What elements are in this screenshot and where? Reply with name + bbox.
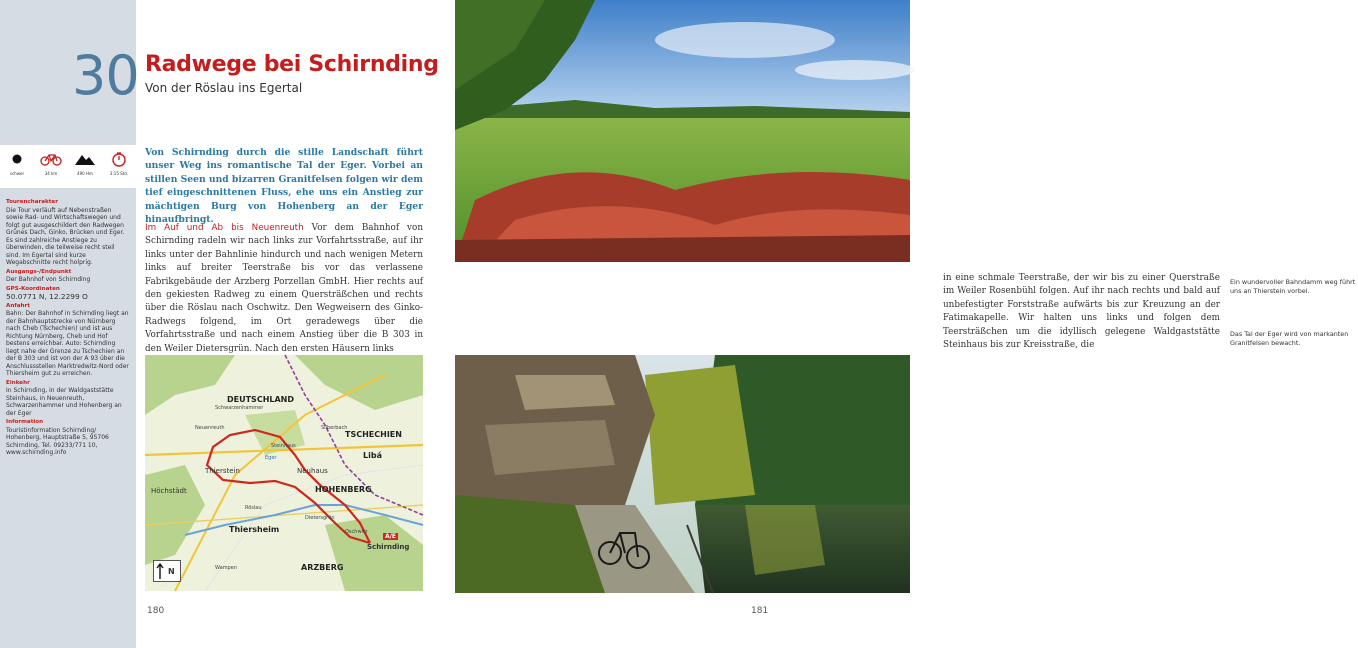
body-paragraph bbox=[145, 222, 423, 356]
bicycle-icon bbox=[34, 145, 68, 171]
elevation-stat: 490 Hm bbox=[68, 145, 102, 188]
left-page bbox=[0, 0, 455, 648]
gps-text: 50.0771 N, 12.2299 O bbox=[6, 292, 88, 301]
map-label-liba: Libá bbox=[363, 451, 382, 460]
arrival-text: Bahn: Der Bahnhof in Schirnding liegt an der Bahnhauptstrecke von Nürnberg nach Cheb (Tschechien) und ist aus Richtung Nürnberg, Cheb und Hof bestens erreichbar. Auto: Schirnding liegt nahe der Grenze zu Tschechien an der B 303 und ist von der A 93 über die Anschlussstellen Marktredwitz-Nord oder Thiersheim gut zu erreichen. bbox=[6, 310, 129, 377]
north-arrow-icon bbox=[153, 560, 181, 582]
map-label-oschwitz: Oschwitz bbox=[345, 529, 368, 535]
route-start-badge: A/E bbox=[385, 533, 396, 540]
map-label-arzberg: ARZBERG bbox=[301, 563, 344, 572]
map-label-silberbach: Silberbach bbox=[321, 425, 348, 431]
valley-photo bbox=[455, 355, 910, 593]
refreshment-heading: Einkehr bbox=[6, 379, 30, 386]
page-number-left: 180 bbox=[147, 606, 165, 616]
map-label-neuhaus: Neuhaus bbox=[297, 467, 328, 475]
refreshment-text: In Schirnding, in der Waldgaststätte Steinhaus, in Neuenreuth, Schwarzenhammer und Hohenberg an der Eger bbox=[6, 387, 122, 417]
route-map bbox=[145, 355, 423, 591]
map-label-roeslau: Röslau bbox=[245, 505, 262, 511]
intro-paragraph: Von Schirnding durch die stille Landschaft führt unser Weg ins romantische Tal der Eger. Vorbei an stillen Seen und bizarren Granitfelsen folgen wir dem tief eingeschnittenen Fluss, ehe uns ein Anstieg zur mächtigen Burg von Hohenberg an der Eger hinaufbringt. bbox=[145, 147, 423, 226]
right-page bbox=[455, 0, 1356, 648]
page-title: Radwege bei Schirnding bbox=[145, 52, 439, 77]
map-label-czechia: TSCHECHIEN bbox=[345, 430, 402, 439]
body-paragraph-continued: in eine schmale Teerstraße, der wir bis zu einer Querstraße im Weiler Rosenbühl folgen. Auf ihr nach rechts und bald auf unbefestigter Forststraße aufwärts bis zur Kreuzung an der Fatimakapelle. Wir halten uns links und folgen dem Teersträßchen um die idyllisch gelegene Waldgaststätte Steinhaus bis zur Kreisstraße, die bbox=[943, 273, 1220, 351]
distance-stat: 34 km bbox=[34, 145, 68, 188]
page-number-right: 181 bbox=[751, 606, 769, 616]
north-label: N bbox=[168, 567, 175, 576]
tour-character-text: Die Tour verläuft auf Nebenstraßen sowie Rad- und Wirtschaftswegen und folgt gut ausgeschildert den Radwegen Grünes Dach, Ginko, Brücken und Eger. Es sind zahlreiche Anstiege zu überwinden, die teilweise recht steil sind. Im Egertal sind kurze Wegabschnitte recht holprig. bbox=[6, 206, 125, 266]
photo-caption-1: Ein wundervoller Bahndamm weg führt uns an Thierstein vorbei. bbox=[1230, 278, 1356, 295]
tour-stats-box bbox=[0, 145, 136, 188]
arrival-heading: Anfahrt bbox=[6, 302, 30, 309]
map-label-steinhaus: Steinhaus bbox=[271, 443, 296, 449]
map-label-hoechstaedt: Höchstädt bbox=[151, 487, 187, 495]
chapter-number: 30 bbox=[72, 44, 139, 107]
body-text: Vor dem Bahnhof von Schirnding radeln wir nach links zur Vorfahrtsstraße, auf ihr links unter der Bahnlinie hindurch und nach wenigen Metern links auf breiter Teerstraße bis vor das verlassene Fabrikgebäude der Arzberg Porzellan GmbH. Hier rechts auf den gekiesten Radweg zu einem Quersträßchen und rechts über die Röslau nach Oschwitz. Den Wegweisern des Ginko-Radwegs folgend, im Ort geradewegs über die Vorfahrtsstraße und nach einem Anstieg über die B 303 in den Weiler Dietersgrün. Nach den ersten Häusern links bbox=[145, 223, 423, 354]
difficulty-stat: schwer bbox=[0, 145, 34, 188]
map-label-germany: DEUTSCHLAND bbox=[227, 395, 295, 404]
tour-character-heading: Tourencharakter bbox=[6, 199, 58, 205]
map-label-thierstein: Thierstein bbox=[205, 467, 240, 475]
stopwatch-icon bbox=[102, 145, 136, 171]
map-label-thiersheim: Thiersheim bbox=[229, 525, 280, 534]
map-label-dietersgruen: Dietersgrün bbox=[305, 515, 335, 521]
map-label-neuenreuth: Neuenreuth bbox=[195, 425, 225, 431]
map-label-eger: Eger bbox=[265, 455, 277, 461]
duration-stat: 3:15 Std. bbox=[102, 145, 136, 188]
map-label-schwarzenhammer: Schwarzenhammer bbox=[215, 405, 264, 411]
map-label-schirnding: Schirnding bbox=[367, 543, 410, 551]
sidebar-info-text bbox=[6, 199, 130, 458]
mountain-icon bbox=[68, 145, 102, 171]
start-end-heading: Ausgangs-/Endpunkt bbox=[6, 268, 72, 275]
photo-caption-2: Das Tal der Eger wird von markanten Granitfelsen bewacht. bbox=[1230, 330, 1349, 347]
map-label-hohenberg: HOHENBERG bbox=[315, 485, 372, 494]
gps-heading: GPS-Koordinaten bbox=[6, 285, 60, 292]
section-lead: Im Auf und Ab bis Neuenreuth bbox=[145, 223, 304, 233]
difficulty-dot-icon bbox=[0, 145, 34, 171]
page-subtitle: Von der Röslau ins Egertal bbox=[145, 81, 303, 95]
map-graphic bbox=[145, 355, 423, 591]
information-text: Touristinformation Schirnding/ Hohenberg, Hauptstraße 5, 95706 Schirnding, Tel. 09233/771 10, www.schirnding.info bbox=[6, 426, 109, 456]
landscape-photo bbox=[455, 0, 910, 262]
information-heading: Information bbox=[6, 419, 44, 425]
map-label-wampen: Wampen bbox=[215, 565, 237, 571]
start-end-text: Der Bahnhof von Schirnding bbox=[6, 276, 91, 283]
